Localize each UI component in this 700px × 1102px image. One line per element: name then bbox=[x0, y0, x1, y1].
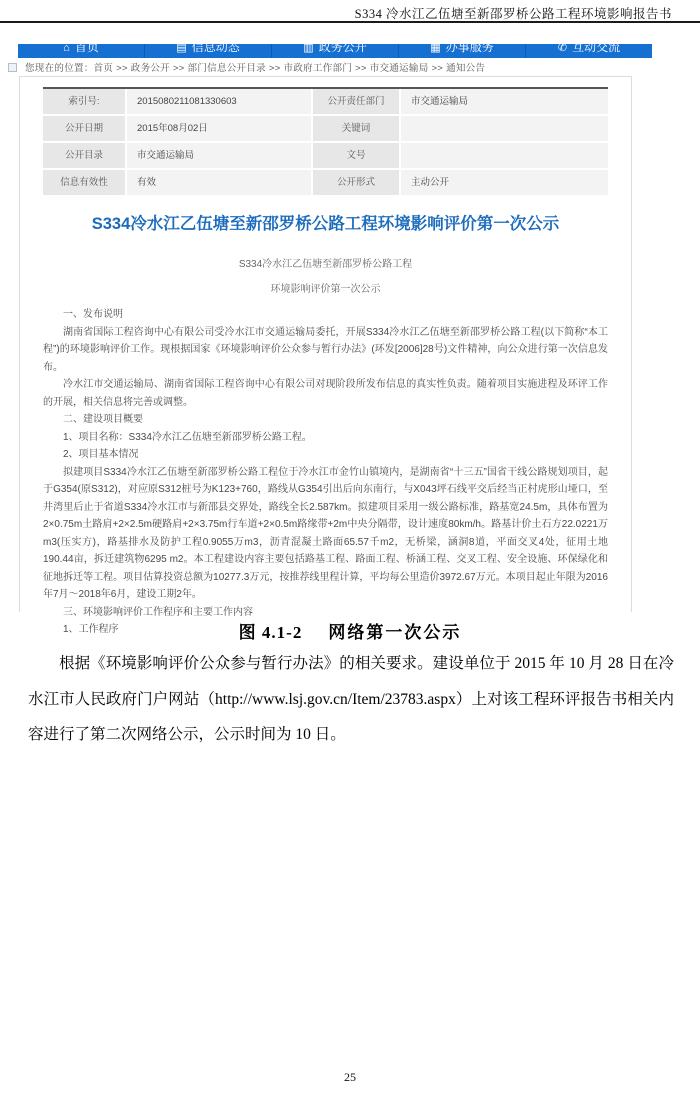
nav-item-label: 互动交流 bbox=[572, 40, 621, 54]
news-icon: ▤ bbox=[176, 42, 187, 54]
home-icon: ⌂ bbox=[63, 42, 70, 54]
nav-item-label: 政务公开 bbox=[318, 40, 367, 54]
info-value bbox=[401, 116, 608, 141]
info-label: 公开日期 bbox=[43, 116, 125, 141]
doc-header-rule bbox=[0, 21, 700, 23]
body-paragraph: 2、项目基本情况 bbox=[63, 449, 139, 460]
info-label: 关键词 bbox=[313, 116, 399, 141]
info-label: 公开目录 bbox=[43, 143, 125, 168]
service-icon: ▦ bbox=[430, 42, 441, 54]
info-label: 公开责任部门 bbox=[313, 89, 399, 114]
body-paragraph: 三、环境影响评价工作程序和主要工作内容 bbox=[63, 606, 253, 618]
info-label: 信息有效性 bbox=[43, 170, 125, 195]
phone-icon: ✆ bbox=[557, 42, 568, 54]
body-paragraph: 1、项目名称：S334冷水江乙伍塘至新邵罗桥公路工程。 bbox=[63, 431, 312, 443]
info-value: 2015年08月02日 bbox=[127, 116, 311, 141]
nav-item-label: 首页 bbox=[74, 40, 99, 54]
figure-caption-text: 网络第一次公示 bbox=[328, 623, 462, 642]
announcement-body bbox=[43, 306, 608, 639]
info-value: 市交通运输局 bbox=[401, 89, 608, 114]
doc-header-title: S334 冷水江乙伍塘至新邵罗桥公路工程环境影响报告书 bbox=[354, 7, 672, 21]
breadcrumb-marker-icon bbox=[8, 63, 17, 72]
document-paragraph: 根据《环境影响评价公众参与暂行办法》的相关要求。建设单位于 2015 年 10 月 28 日在冷水江市人民政府门户网站（http://www.lsj.gov.cn/Item/23783.aspx）上对该工程环评报告书相关内容进行了第二次网络公示，公示时间为 10 日。 bbox=[28, 655, 674, 743]
nav-item-label: 办事服务 bbox=[445, 40, 494, 54]
info-value: 2015080211081330603 bbox=[127, 89, 311, 114]
breadcrumb: 您现在的位置：首页 >> 政务公开 >> 部门信息公开目录 >> 市政府工作部门 >> 市交通运输局 >> 通知公告 bbox=[25, 63, 486, 74]
nav-item-news[interactable] bbox=[144, 40, 271, 58]
nav-item-label: 信息动态 bbox=[191, 40, 240, 54]
breadcrumb-bar bbox=[0, 60, 700, 76]
body-paragraph: 冷水江市交通运输局、湖南省国际工程咨询中心有限公司对现阶段所发布信息的真实性负责。随着项目实施进程及环评工作的开展，相关信息将完善或调整。 bbox=[43, 379, 608, 408]
info-label: 索引号: bbox=[43, 89, 125, 114]
announcement-subtitle-2: 环境影响评价第一次公示 bbox=[270, 284, 381, 295]
nav-item-gov-affairs[interactable] bbox=[271, 40, 398, 58]
figure-caption-number: 图 4.1-2 bbox=[238, 623, 303, 642]
nav-item-home[interactable] bbox=[18, 40, 144, 58]
info-label: 公开形式 bbox=[313, 170, 399, 195]
info-table bbox=[43, 87, 608, 195]
nav-item-services[interactable] bbox=[398, 40, 525, 58]
site-navbar bbox=[18, 40, 652, 58]
body-paragraph: 拟建项目S334冷水江乙伍塘至新邵罗桥公路工程位于冷水江市金竹山镇境内，是湖南省“十三五”国省干线公路规划项目，起于G354(原S312)，对应原S312桩号为K123+760，路线从G354引出后向东南行，与X043坪石线平交后经当正村虎形山垭口，至井湾里后止于省道S334冷水江市与新邵县交界处，路线全长2.587km。拟建项目采用一级公路标准，路基宽24.5m，具体布置为2×0.75m土路肩+2×2.5m硬路肩+2×3.75m行车道+2×0.5m路缘带+2m中央分隔带，设计速度80km/h。路基计价土石方22.0221万m3(压实方)，路基排水及防护工程0.9055万m3，沥青混凝土路面65.57千m2，无桥梁，涵洞8道，平面交叉4处，征用土地190.44亩，拆迁建筑物6295 m2。本工程建设内容主要包括路基工程、路面工程、桥涵工程、交叉工程、安全设施、环保绿化和征地拆迁等工程。项目估算投资总额为10277.3万元，按推荐线里程计算，平均每公里造价3972.67万元。本项目起止年限为2016年7月～2018年6月，建设工期2年。 bbox=[43, 466, 608, 600]
info-value: 主动公开 bbox=[401, 170, 608, 195]
info-value: 有效 bbox=[127, 170, 311, 195]
announcement-subtitle-1: S334冷水江乙伍塘至新邵罗桥公路工程 bbox=[238, 259, 413, 270]
body-paragraph: 湖南省国际工程咨询中心有限公司受冷水江市交通运输局委托，开展S334冷水江乙伍塘至新邵罗桥公路工程(以下简称“本工程”)的环境影响评价工作。现根据国家《环境影响评价公众参与暂行办法》(环发[2006]28号)文件精神，向公众进行第一次信息发布。 bbox=[43, 326, 608, 373]
info-value bbox=[401, 143, 608, 168]
announcement-title: S334冷水江乙伍塘至新邵罗桥公路工程环境影响评价第一次公示 bbox=[91, 215, 560, 233]
nav-item-interaction[interactable] bbox=[525, 40, 652, 58]
body-paragraph: 一、发布说明 bbox=[63, 309, 123, 320]
page-number: 25 bbox=[344, 1070, 356, 1084]
info-value: 市交通运输局 bbox=[127, 143, 311, 168]
document-icon: ▥ bbox=[303, 42, 314, 54]
info-label: 文号 bbox=[313, 143, 399, 168]
body-paragraph: 二、建设项目概要 bbox=[63, 414, 143, 425]
body-paragraph: 1、工作程序 bbox=[63, 624, 119, 635]
figure-caption bbox=[0, 618, 700, 643]
